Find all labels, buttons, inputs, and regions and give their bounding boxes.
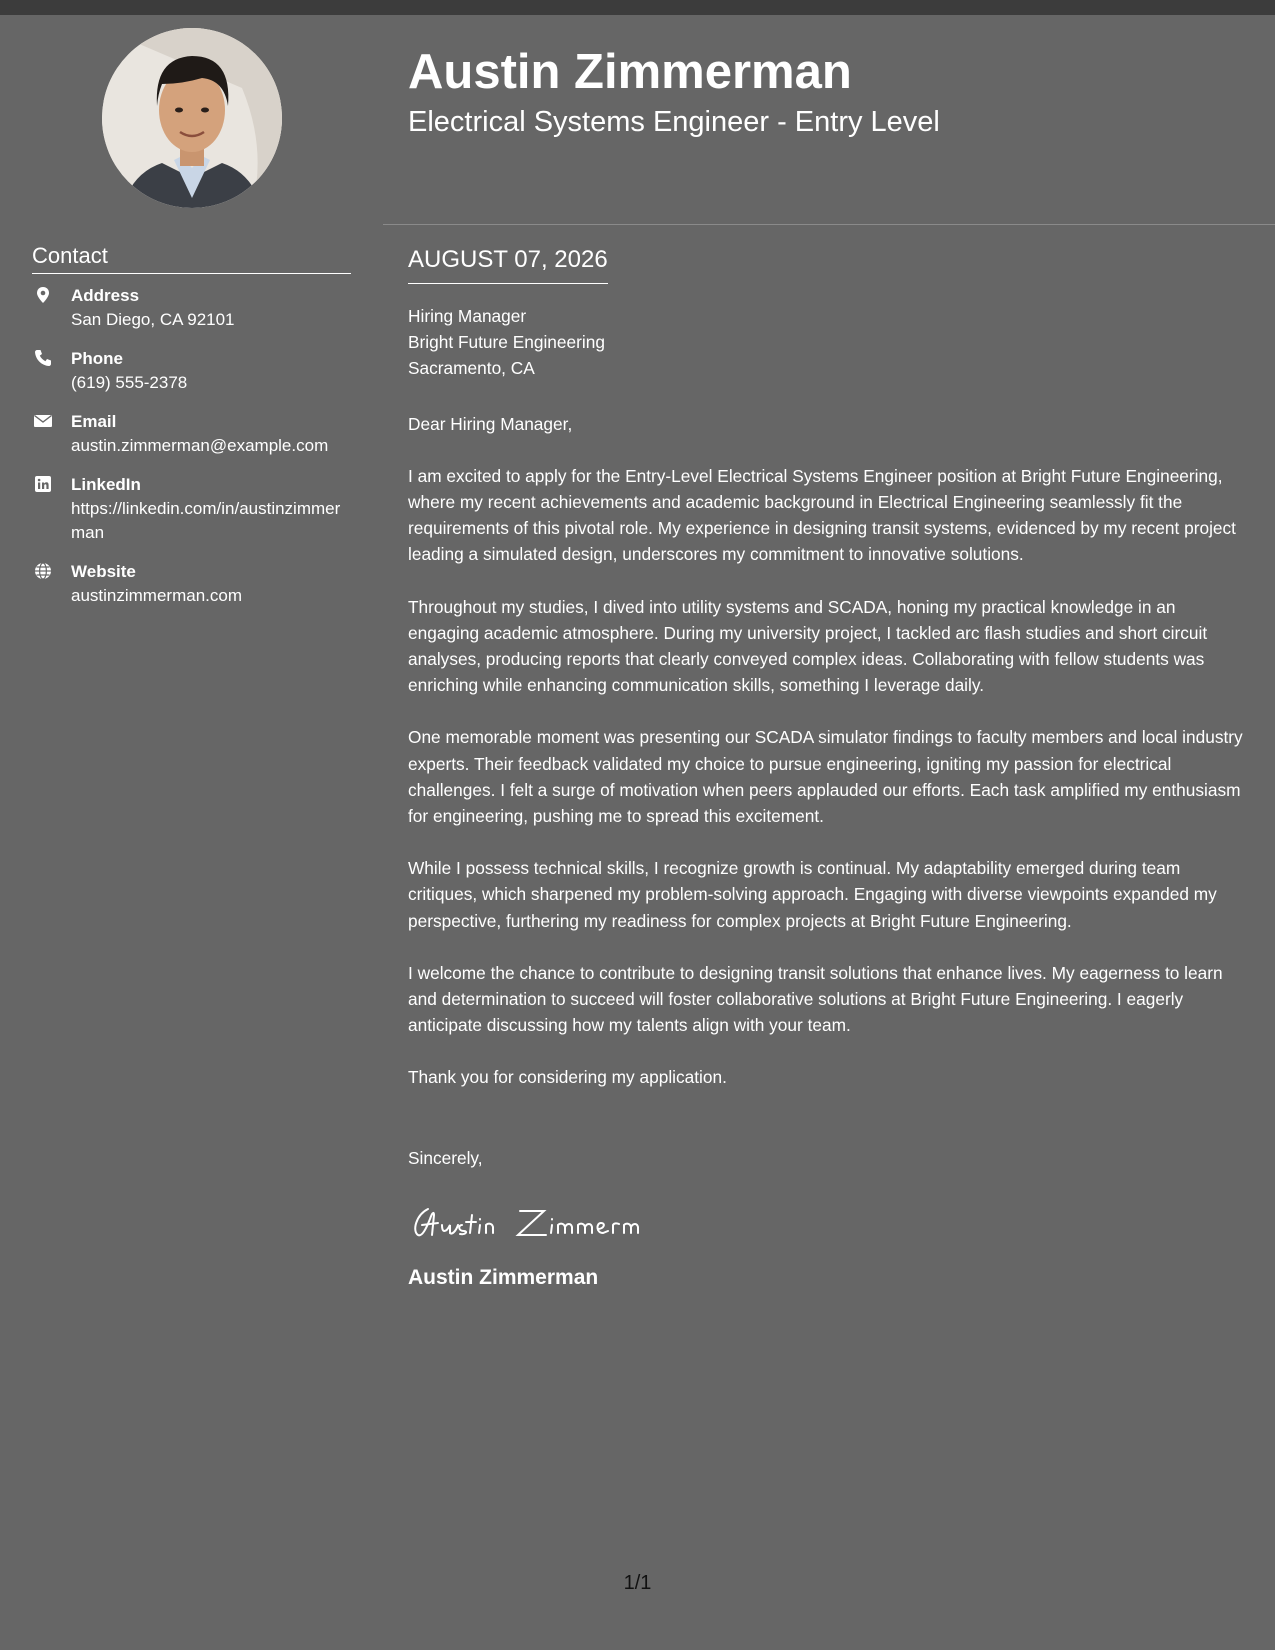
letter-paragraph: I am excited to apply for the Entry-Level Electrical Systems Engineer position at Bright Future Engineering, where my recent achievements and academic background in Electrical Engineering seamlessly fit the requirements of this pivotal role. My experience in designing transit systems, evidenced by my recent project leading a simulated design, underscores my commitment to innovative solutions. xyxy=(408,465,1236,565)
phone-value: (619) 555-2378 xyxy=(71,373,188,392)
letter-paragraph: One memorable moment was presenting our SCADA simulator findings to faculty members and local industry experts. Their feedback validated my choice to pursue engineering, igniting my passion for electrical challenges. I felt a surge of motivation when peers applauded our efforts. Each task amplified my enthusiasm for engineering, pushing me to spread this excitement. xyxy=(408,727,1243,827)
letter-paragraph: Thank you for considering my application. xyxy=(408,1067,727,1088)
contact-label: LinkedIn xyxy=(71,475,141,494)
page-number: 1/1 xyxy=(623,1572,652,1594)
linkedin-icon xyxy=(34,475,52,493)
contact-item-address xyxy=(32,283,352,332)
globe-icon xyxy=(34,562,52,580)
website-value[interactable]: austinzimmerman.com xyxy=(71,586,242,605)
letter-body xyxy=(408,303,1251,1293)
top-bar xyxy=(0,0,1275,15)
contact-label: Email xyxy=(71,412,117,431)
envelope-icon xyxy=(34,412,52,430)
letter-date: AUGUST 07, 2026 xyxy=(408,243,608,284)
handwritten-signature xyxy=(408,1201,668,1243)
recipient-line: Hiring Manager xyxy=(408,306,527,326)
letter-paragraph: I welcome the chance to contribute to designing transit solutions that enhance lives. My eagerness to learn and determination to succeed will foster collaborative solutions at Bright Future Engineering. I eagerly anticipate discussing how my talents align with your team. xyxy=(408,962,1223,1036)
contact-item-email xyxy=(32,409,352,458)
recipient-block xyxy=(408,303,1251,382)
signed-name: Austin Zimmerman xyxy=(408,1265,599,1289)
sidebar xyxy=(0,15,383,1650)
contact-label: Address xyxy=(71,286,140,305)
recipient-line: Sacramento, CA xyxy=(408,358,535,379)
contact-list xyxy=(32,283,352,622)
contact-item-phone xyxy=(32,346,352,395)
contact-label: Website xyxy=(71,562,136,581)
job-title: Electrical Systems Engineer - Entry Level xyxy=(408,106,940,138)
map-pin-icon xyxy=(34,286,52,304)
header-divider xyxy=(383,224,1275,225)
greeting: Dear Hiring Manager, xyxy=(408,413,573,434)
letter-paragraph: While I possess technical skills, I recognize growth is continual. My adaptability emerged during team critiques, which sharpened my problem-solving approach. Engaging with diverse viewpoints expanded my perspective, furthering my readiness for complex projects at Bright Future Engineering. xyxy=(408,858,1217,931)
address-value: San Diego, CA 92101 xyxy=(71,310,235,329)
recipient-line: Bright Future Engineering xyxy=(408,332,605,353)
contact-heading: Contact xyxy=(32,241,351,274)
phone-icon xyxy=(34,349,52,367)
contact-item-linkedin xyxy=(32,472,352,545)
linkedin-value[interactable]: https://linkedin.com/in/austinzimmerman xyxy=(71,499,341,542)
closing: Sincerely, xyxy=(408,1147,483,1168)
profile-photo xyxy=(102,28,282,208)
letter-paragraph: Throughout my studies, I dived into utility systems and SCADA, honing my practical knowledge in an engaging academic atmosphere. During my university project, I tackled arc flash studies and short circuit analyses, producing reports that clearly conveyed complex ideas. Collaborating with fellow students was enriching while enhancing communication skills, something I leverage daily. xyxy=(408,596,1208,696)
email-value[interactable]: austin.zimmerman@example.com xyxy=(71,436,329,455)
contact-item-website xyxy=(32,559,352,608)
contact-label: Phone xyxy=(71,349,123,368)
applicant-name: Austin Zimmerman xyxy=(408,45,852,99)
